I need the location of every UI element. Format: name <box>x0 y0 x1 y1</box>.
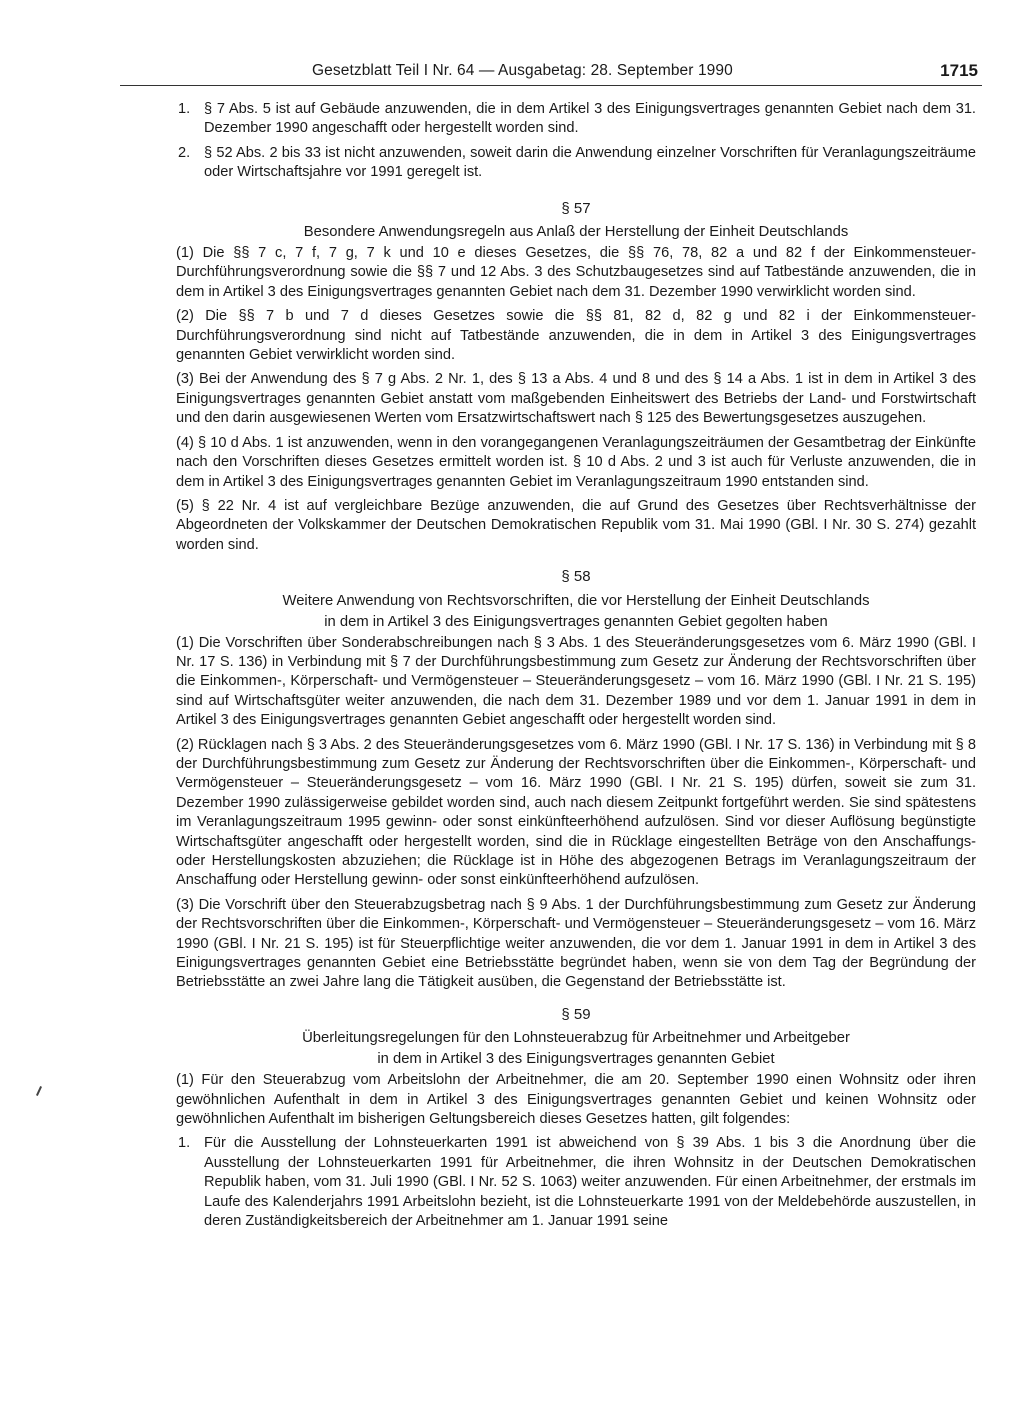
page-header <box>180 62 980 86</box>
header-title: Gesetzblatt Teil I Nr. 64 — Ausgabetag: 28. September 1990 <box>312 62 733 79</box>
list-item-text: § 7 Abs. 5 ist auf Gebäude anzuwenden, die in dem Artikel 3 des Einigungsvertrages genannten Gebiet nach dem 31. Dezember 1990 angeschafft oder hergestellt worden sind. <box>204 101 976 137</box>
list-item <box>176 100 976 139</box>
list-item-number: 2. <box>178 144 191 161</box>
section-58-title-line-2: in dem in Artikel 3 des Einigungsvertrages genannten Gebiet gegolten haben <box>324 613 828 630</box>
margin-pen-mark <box>36 1086 42 1096</box>
header-rule <box>120 85 982 86</box>
section-57-paragraph-1: (1) Die §§ 7 c, 7 f, 7 g, 7 k und 10 e dieses Gesetzes, die §§ 76, 78, 82 a und 82 f der Einkommensteuer-Durchführungsverordnung sowie die §§ 7 und 12 Abs. 3 des Schutzbaugesetzes sind auf Tatbestände anzuwenden, die in dem in Artikel 3 des Einigungsvertrages genannten Gebiet nach dem 31. Dezember 1990 verwirklicht worden sind. <box>176 245 976 300</box>
section-59-number: § 59 <box>561 1005 591 1023</box>
section-58-paragraph-3: (3) Die Vorschrift über den Steuerabzugsbetrag nach § 9 Abs. 1 der Durchführungsbestimmung zum Gesetz zur Änderung der Rechtsvorschriften über die Einkommen-, Körperschaft- und Vermögensteuer – Steueränderungsgesetz – vom 16. März 1990 (GBl. I Nr. 21 S. 195) ist für Steuerpflichtige weiter anzuwenden, die vor dem 1. Januar 1991 in dem in Artikel 3 des Einigungsvertrages genannten Gebiet eine Betriebsstätte begründet haben, wenn sie von dem Tag der Begründung der Betriebsstätte an zwei Jahre lang die Tätigkeit ausüben, die Gegenstand der Betriebsstätte ist. <box>176 896 976 991</box>
section-59-title-line-2: in dem in Artikel 3 des Einigungsvertrages genannten Gebiet <box>377 1051 775 1068</box>
section-58-title-line-1: Weitere Anwendung von Rechtsvorschriften, die vor Herstellung der Einheit Deutschlands <box>282 592 870 609</box>
section-57-number: § 57 <box>561 199 591 217</box>
section-58-paragraph-2: (2) Rücklagen nach § 3 Abs. 2 des Steueränderungsgesetzes vom 6. März 1990 (GBl. I Nr. 17 S. 136) in Verbindung mit § 8 der Durchführungsbestimmung zum Gesetz zur Änderung der Rechtsvorschriften über die Einkommen-, Körperschaft- und Vermögensteuer – Steueränderungsgesetz – vom 16. März 1990 (GBl. I Nr. 21 S. 195) dürfen, soweit sie zum 31. Dezember 1990 zulässigerweise gebildet worden sind, auch nach diesem Zeitpunkt fortgeführt werden. Sie sind spätestens im Veranlagungszeitraum 1995 gewinn- oder sonst einkünfteerhöhend aufzulösen. Sind vor dieser Auflösung begünstigte Wirtschaftsgüter angeschafft oder hergestellt worden, sind die in Rücklage eingestellten Beträge von den Anschaffungs- oder Herstellungskosten abzuziehen; die Rücklage ist in Höhe des abgezogenen Betrags im Veranlagungszeitraum der Anschaffung oder Herstellung gewinn- oder sonst einkünfteerhöhend aufzulösen. <box>176 736 976 889</box>
list-item-text: § 52 Abs. 2 bis 33 ist nicht anzuwenden, soweit darin die Anwendung einzelner Vorschriften für Veranlagungszeiträume oder Wirtschaftsjahre vor 1991 geregelt ist. <box>204 144 976 181</box>
section-59-list-item <box>176 1134 976 1231</box>
section-57-paragraph-3: (3) Bei der Anwendung des § 7 g Abs. 2 Nr. 1, des § 13 a Abs. 4 und 8 und des § 14 a Abs. 1 ist in dem in Artikel 3 des Einigungsvertrages genannten Gebiet anstatt vom maßgebenden Einheitswert des Betriebs der Land- und Forstwirtschaft und den darin ausgewiesenen Werten vom Ersatzwirtschaftswert nach § 125 des Bewertungsgesetzes auszugehen. <box>176 371 976 427</box>
section-59-paragraph-1: (1) Für den Steuerabzug vom Arbeitslohn der Arbeitnehmer, die am 20. September 1990 einen Wohnsitz oder ihren gewöhnlichen Aufenthalt in dem in Artikel 3 des Einigungsvertrages genannten Gebiet und keinen Wohnsitz oder gewöhnlichen Aufenthalt im bisherigen Geltungsbereich dieses Gesetzes hatten, gilt folgendes: <box>176 1072 976 1128</box>
section-59-title-line-1: Überleitungsregelungen für den Lohnsteuerabzug für Arbeitnehmer und Arbeitgeber <box>302 1030 850 1047</box>
page-number: 1715 <box>940 61 978 80</box>
section-57-paragraph-5: (5) § 22 Nr. 4 ist auf vergleichbare Bezüge anzuwenden, die auf Grund des Gesetzes über Rechtsverhältnisse der Abgeordneten der Volkskammer der Deutschen Demokratischen Republik vom 31. Mai 1990 (GBl. I Nr. 30 S. 274) gezahlt worden sind. <box>176 497 976 553</box>
section-57-paragraph-2: (2) Die §§ 7 b und 7 d dieses Gesetzes sowie die §§ 81, 82 d, 82 g und 82 i der Einkommensteuer-Durchführungsverordnung sind nicht auf Tatbestände anzuwenden, die in dem in Artikel 3 des Einigungsvertrages genannten Gebiet verwirklicht worden sind. <box>176 308 976 364</box>
section-57-title: Besondere Anwendungsregeln aus Anlaß der Herstellung der Einheit Deutschlands <box>303 224 849 241</box>
document-body <box>176 100 976 1237</box>
section-58-paragraph-1: (1) Die Vorschriften über Sonderabschreibungen nach § 3 Abs. 1 des Steueränderungsgesetzes vom 6. März 1990 (GBl. I Nr. 17 S. 136) in Verbindung mit § 7 der Durchführungsbestimmung zum Gesetz zur Änderung der Rechtsvorschriften über die Einkommen-, Körperschaft- und Vermögensteuer – Steueränderungsgesetz – vom 16. März 1990 (GBl. I Nr. 21 S. 195) sind auf Wirtschaftsgüter weiter anzuwenden, die nach dem 31. Dezember 1989 und vor dem 1. Januar 1991 in dem in Artikel 3 des Einigungsvertrages genannten Gebiet angeschafft oder hergestellt worden sind. <box>176 634 976 729</box>
list-item-number: 1. <box>178 1135 191 1152</box>
list-item-number: 1. <box>178 101 191 117</box>
section-58-number: § 58 <box>561 568 591 586</box>
list-item <box>176 144 976 183</box>
section-57-paragraph-4: (4) § 10 d Abs. 1 ist anzuwenden, wenn in den vorangegangenen Veranlagungszeiträumen der Gesamtbetrag der Einkünfte nach den Vorschriften dieses Gesetzes ermittelt worden ist. § 10 d Abs. 2 und 3 ist auch für Verluste anzuwenden, die in dem in Artikel 3 des Einigungsvertrages genannten Gebiet im Veranlagungszeitraum 1990 entstanden sind. <box>176 434 976 490</box>
list-item-text: Für die Ausstellung der Lohnsteuerkarten 1991 ist abweichend von § 39 Abs. 1 bis 3 die Anordnung über die Ausstellung der Lohnsteuerkarten 1991 für Arbeitnehmer, die ihren Wohnsitz in der Deutschen Demokratischen Republik haben, vom 31. Juli 1990 (GBl. I Nr. 52 S. 1063) weiter anzuwenden. Für einen Arbeitnehmer, der erstmals im Laufe des Kalenderjahrs 1991 Arbeitslohn bezieht, ist die Lohnsteuerkarte 1991 von der Meldebehörde auszustellen, in deren Zuständigkeitsbereich der Arbeitnehmer am 1. Januar 1991 seine <box>204 1135 976 1230</box>
